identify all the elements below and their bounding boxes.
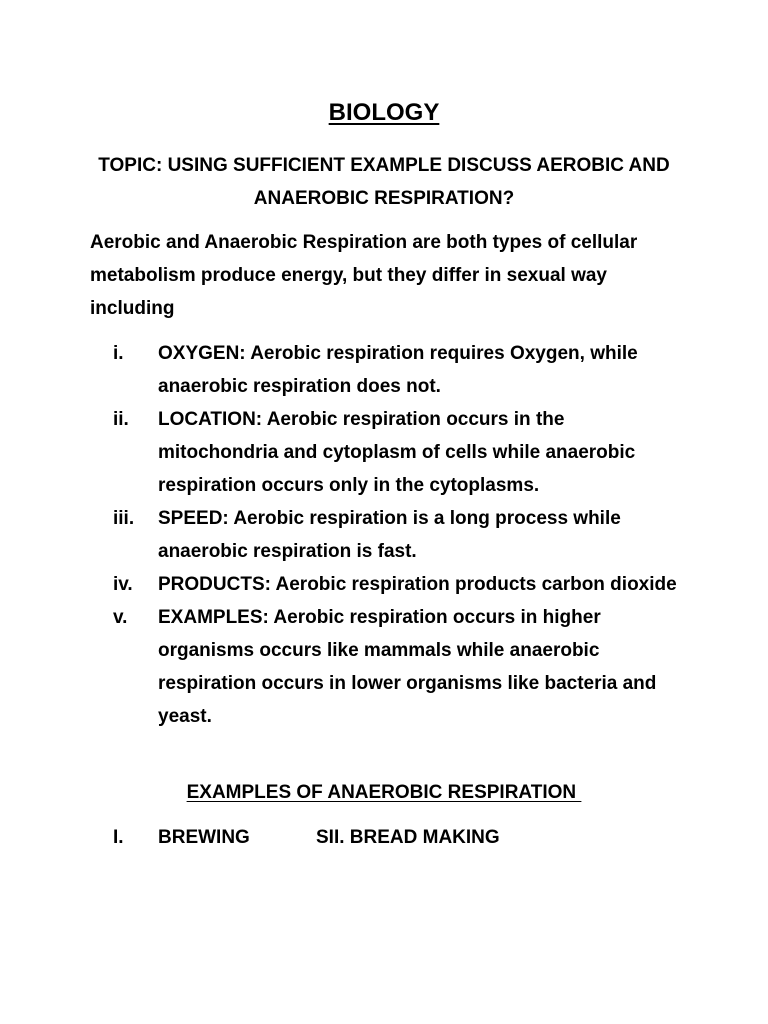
example-brewing: BREWING [158, 827, 250, 848]
list-item-number: i. [113, 343, 124, 364]
list-item [0, 337, 768, 403]
differences-list [0, 337, 768, 733]
topic-heading: TOPIC: USING SUFFICIENT EXAMPLE DISCUSS AEROBIC AND ANAEROBIC RESPIRATION? [98, 155, 670, 209]
list-item-text: LOCATION: Aerobic respiration occurs in the mitochondria and cytoplasm of cells while anaerobic respiration occurs only in the cytoplasms. [158, 409, 636, 496]
list-item [0, 568, 768, 601]
examples-number: I. [113, 827, 124, 848]
list-item [0, 403, 768, 502]
list-item-text: PRODUCTS: Aerobic respiration products carbon dioxide [158, 574, 677, 595]
intro-paragraph: Aerobic and Anaerobic Respiration are both types of cellular metabolism produce energy, but they differ in sexual way including [90, 232, 638, 319]
list-item-number: iv. [113, 574, 133, 595]
document-title: BIOLOGY [328, 99, 440, 126]
list-item-text: SPEED: Aerobic respiration is a long process while anaerobic respiration is fast. [158, 508, 621, 562]
list-item-text: EXAMPLES: Aerobic respiration occurs in higher organisms occurs like mammals while anaerobic respiration occurs in lower organisms like bacteria and yeast. [158, 607, 657, 727]
list-item-number: v. [113, 607, 128, 628]
example-bread-making: SII. BREAD MAKING [316, 827, 500, 848]
list-item-number: ii. [113, 409, 129, 430]
list-item-text: OXYGEN: Aerobic respiration requires Oxygen, while anaerobic respiration does not. [158, 343, 638, 397]
list-item [0, 601, 768, 733]
list-item-number: iii. [113, 508, 135, 529]
list-item [0, 502, 768, 568]
examples-heading-text: EXAMPLES OF ANAEROBIC RESPIRATION [186, 782, 582, 803]
examples-heading [0, 776, 768, 809]
